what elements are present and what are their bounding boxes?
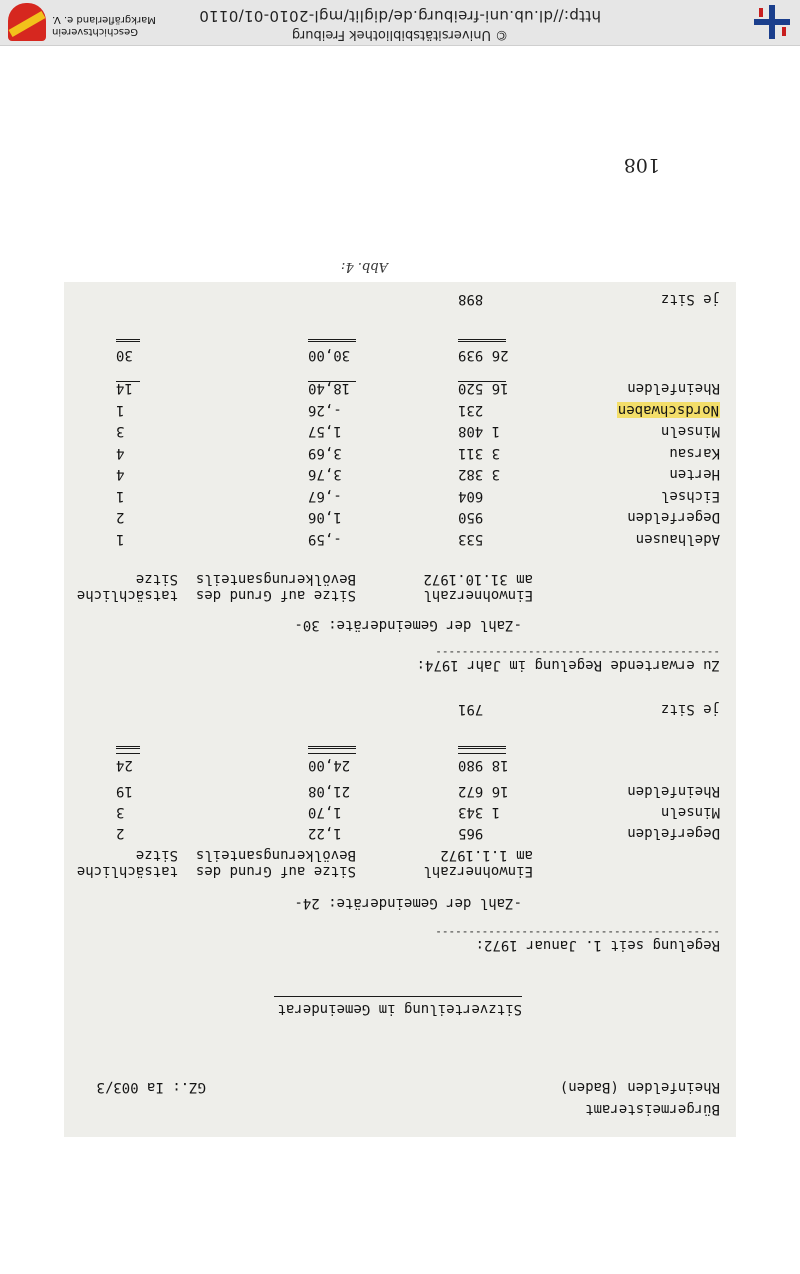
row-calculated-seats: -,59 [308,531,342,547]
row-population: 3 311 [458,445,501,461]
row-calculated-seats: 18,40 [308,380,351,397]
row-calculated-seats: 3,69 [308,445,342,461]
row-municipality [540,402,720,418]
row-municipality: Minseln [660,804,720,820]
row-actual-seats: 19 [116,783,133,799]
town-name: Rheinfelden (Baden) [559,1079,720,1095]
partner-coat-of-arms-icon[interactable] [8,3,46,41]
row-actual-seats: 4 [116,466,125,483]
section1-sum-line [458,753,506,754]
section2-total-population: 26 939 [458,347,509,363]
row-calculated-seats: 1,70 [308,804,342,820]
section2-per-seat-value: 898 [458,291,484,307]
section1-per-seat-value: 791 [458,701,484,717]
section2-total-seats: 30 [116,347,133,363]
row-actual-seats: 1 [116,531,125,547]
section2-per-seat-label: je Sitz [660,291,720,307]
header-banner [0,0,800,46]
section2-col-calculated-seats: Sitze auf Grund des Bevölkerungsanteils [195,571,356,603]
row-population: 1 343 [458,804,501,820]
row-actual-seats: 3 [116,423,125,440]
row-calculated-seats: -,26 [308,402,342,418]
section1-col-actual-seats: tatsächliche Sitze [76,847,178,879]
row-actual-seats: 1 [116,488,125,504]
row-municipality: Rheinfelden [627,380,720,397]
row-actual-seats: 1 [116,402,125,418]
section2-council-count: -Zahl der Gemeinderäte: 30- [294,617,522,633]
scanned-document [64,282,736,1137]
page-number: 108 [623,154,660,176]
section2-col-population: Einwohnerzahl am 31.10.1972 [423,571,533,603]
row-actual-seats: 3 [116,804,125,820]
row-population: 533 [458,531,484,547]
row-population: 965 [458,825,484,841]
row-population: 604 [458,488,484,504]
row-population: 3 382 [458,466,501,483]
row-municipality: Adelhausen [635,531,720,547]
title-underline [274,996,522,997]
row-population: 16 672 [458,783,509,799]
row-calculated-seats: 1,57 [308,423,342,440]
row-calculated-seats: 21,08 [308,783,351,799]
reference-number: GZ.: Ia 003/3 [96,1079,206,1095]
partner-name: Geschichtsverein Markgräflerland e. V. [52,14,156,37]
document-url-link[interactable]: http://dl.ub.uni-freiburg.de/diglit/mgl-2010-01/0110 [198,7,602,25]
section1-col-calculated-seats: Sitze auf Grund des Bevölkerungsanteils [195,847,356,879]
section1-per-seat-label: je Sitz [660,701,720,717]
section1-council-count: -Zahl der Gemeinderäte: 24- [294,895,522,911]
section1-heading: Regelung seit 1. Januar 1972: [475,937,720,953]
office-name: Bürgermeisteramt [585,1101,720,1117]
section1-col-population: Einwohnerzahl am 1.1.1972 [423,847,533,879]
row-actual-seats: 2 [116,509,125,526]
section2-total-calc: 30,00 [308,347,351,363]
section1-double-line [308,746,356,749]
document-title: Sitzverteilung im Gemeinderat [277,1001,522,1017]
section1-dashes: ------------------------------------------- [435,926,720,939]
row-actual-seats: 2 [116,825,125,841]
section2-sum-line [308,381,356,382]
section1-double-line [116,746,140,749]
section1-total-seats: 24 [116,757,133,773]
section1-sum-line [116,753,140,754]
figure-caption: Abb. 4: [341,259,388,274]
row-municipality: Eichsel [660,488,720,504]
row-population: 16 520 [458,380,509,397]
row-municipality: Karsau [669,445,720,461]
row-municipality: Degerfelden [627,825,720,841]
row-population: 1 408 [458,423,501,440]
row-municipality: Minseln [660,423,720,440]
section2-double-line [116,339,140,342]
section1-double-line [458,746,506,749]
copyright-notice: © Universitätsbibliothek Freiburg [291,27,509,42]
row-calculated-seats: 3,76 [308,466,342,483]
section2-dashes: ------------------------------------------- [435,646,720,659]
section2-sum-line [458,381,506,382]
section2-heading: Zu erwartende Regelung im Jahr 1974: [416,657,720,673]
row-municipality: Degerfelden [627,509,720,526]
section2-col-actual-seats: tatsächliche Sitze [76,571,178,603]
section1-total-calc: 24,00 [308,757,351,773]
section1-total-population: 18 980 [458,757,509,773]
row-calculated-seats: 1,22 [308,825,342,841]
row-calculated-seats: -,67 [308,488,342,504]
section2-double-line [458,339,506,342]
row-actual-seats: 14 [116,380,133,397]
next-page-edge [0,1262,800,1274]
section1-sum-line [308,753,356,754]
row-municipality: Rheinfelden [627,783,720,799]
row-municipality: Herten [669,466,720,483]
row-population: 950 [458,509,484,526]
row-actual-seats: 4 [116,445,125,461]
highlighted-term: Nordschwaben [617,402,719,418]
section2-double-line [308,339,356,342]
row-calculated-seats: 1,06 [308,509,342,526]
row-population: 231 [458,402,484,418]
section2-sum-line [116,381,140,382]
